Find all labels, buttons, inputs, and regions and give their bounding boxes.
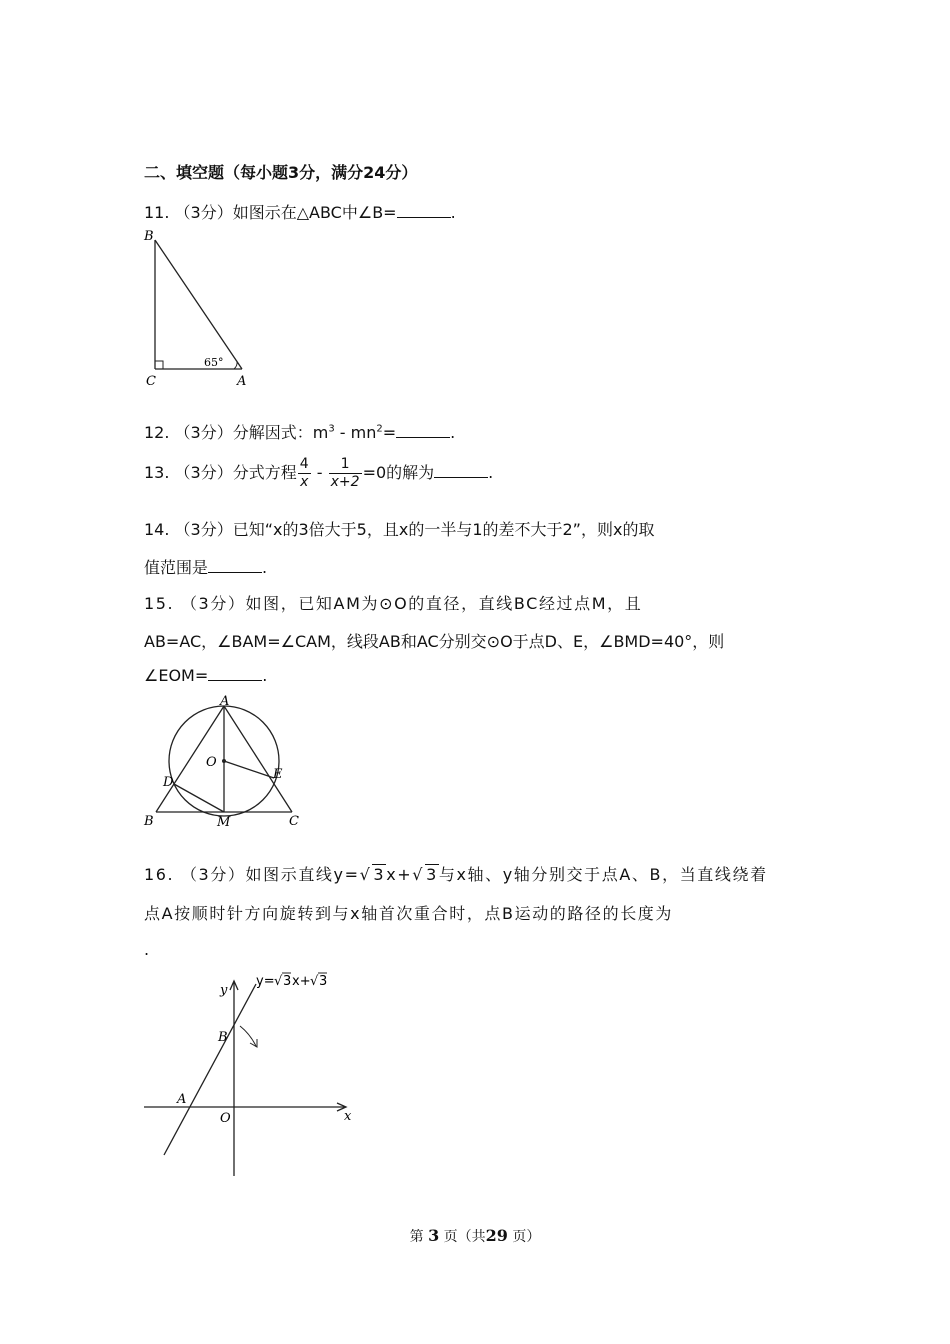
q13-fraction-2	[329, 456, 362, 491]
segment-dm	[174, 784, 224, 812]
q13-minus: -	[311, 463, 328, 482]
q16-text-e: .	[144, 940, 150, 959]
right-angle-mark	[155, 361, 163, 369]
question-13	[144, 456, 493, 491]
center-point	[222, 759, 226, 763]
q11-text: 如图示在△ABC中∠B=	[232, 203, 397, 222]
q12-text-a: 分解因式：m	[232, 423, 329, 442]
question-16-line-3	[144, 940, 149, 959]
q15-blank	[208, 666, 262, 681]
figure-16-axes	[140, 966, 360, 1180]
q16-radicand-1: 3	[373, 865, 386, 884]
label-o: O	[220, 1111, 231, 1126]
q15-number: 15.	[144, 594, 175, 613]
question-11	[144, 200, 456, 223]
q15-end: .	[262, 666, 268, 685]
eq-root-sign-1: √	[274, 974, 283, 989]
q11-number: 11.	[144, 203, 170, 222]
label-d: D	[163, 775, 174, 790]
frac2-numerator: 1	[329, 456, 362, 474]
page-footer	[0, 1226, 950, 1246]
frac1-denominator: x	[300, 474, 309, 490]
label-a: A	[177, 1092, 187, 1107]
side-ab	[155, 240, 242, 369]
figure-15-circle	[140, 694, 310, 832]
rotation-arrow	[240, 1026, 256, 1046]
q14-end: .	[262, 558, 268, 577]
q15-text-a: 如图，已知AM为⊙O的直径，直线BC经过点M，且	[245, 594, 643, 613]
q15-text-c: ∠EOM=	[144, 666, 209, 685]
label-x: x	[344, 1109, 352, 1124]
q13-text-b: =0的解为	[362, 463, 435, 482]
q12-text-b: - mn	[334, 423, 377, 442]
q12-number: 12.	[144, 423, 170, 442]
q16-text-b: x+	[386, 865, 413, 884]
label-c: C	[146, 374, 156, 389]
label-y: y	[220, 983, 228, 998]
figure-11-triangle	[140, 226, 260, 392]
label-e: E	[273, 767, 283, 782]
q14-blank	[208, 558, 262, 573]
question-14	[144, 517, 654, 540]
q14-text-b: 值范围是	[144, 558, 209, 577]
q16-text-c: 与x轴、y轴分别交于点A、B，当直线绕着	[438, 865, 768, 884]
footer-middle: 页（共	[443, 1229, 486, 1245]
footer-suffix: 页）	[512, 1229, 541, 1245]
q15-text-b: AB=AC，∠BAM=∠CAM，线段AB和AC分别交⊙O于点D、E，∠BMD=40°，则	[144, 632, 725, 651]
eq-root-sign-2: √	[310, 974, 319, 989]
total-pages: 29	[485, 1226, 508, 1245]
label-o: O	[206, 755, 217, 770]
angle-65-label: 65°	[204, 356, 224, 369]
q12-blank	[396, 423, 450, 438]
eq-part-b: x+	[292, 974, 311, 989]
label-a: A	[237, 374, 247, 389]
label-b: B	[144, 229, 154, 244]
page-number: 3	[428, 1226, 440, 1245]
label-a: A	[220, 694, 230, 709]
question-16-line-2	[144, 901, 673, 924]
question-15	[144, 591, 642, 614]
frac2-denominator: x+2	[330, 474, 360, 490]
line-y-sqrt3x	[164, 984, 256, 1155]
segment-ac	[224, 706, 292, 812]
segment-oe	[224, 761, 274, 778]
question-12	[144, 420, 455, 443]
frac1-numerator: 4	[299, 456, 309, 472]
q16-radicand-2: 3	[426, 865, 438, 884]
q12-score: （3分）	[174, 423, 233, 442]
q13-text-a: 分式方程	[232, 463, 297, 482]
q12-end: .	[450, 423, 456, 442]
q11-score: （3分）	[174, 203, 233, 222]
q13-score: （3分）	[174, 463, 233, 482]
q13-fraction-1	[298, 456, 311, 491]
question-15-line-2	[144, 629, 724, 652]
label-c: C	[289, 814, 299, 829]
q15-score: （3分）	[180, 594, 246, 613]
footer-prefix: 第	[409, 1229, 424, 1245]
angle-arc	[234, 361, 237, 369]
q14-score: （3分）	[174, 520, 233, 539]
eq-radicand-2: 3	[319, 974, 328, 989]
q12-text-c: =	[382, 423, 397, 442]
eq-part-a: y=	[256, 974, 275, 989]
q14-text-a: 已知“x的3倍大于5，且x的一半与1的差不大于2”，则x的取	[232, 520, 655, 539]
question-14-line-2	[144, 555, 267, 578]
question-15-line-3	[144, 666, 267, 685]
q13-end: .	[488, 463, 494, 482]
q16-text-d: 点A按顺时针方向旋转到与x轴首次重合时，点B运动的路径的长度为	[144, 904, 673, 923]
q16-score: （3分）	[180, 865, 246, 884]
label-m: M	[217, 815, 231, 830]
q12-exponent-2: 2	[376, 423, 383, 435]
q12-exponent-3: 3	[328, 423, 335, 435]
q14-number: 14.	[144, 520, 170, 539]
label-b: B	[218, 1030, 228, 1045]
line-equation-label	[256, 973, 327, 989]
q11-blank	[397, 203, 451, 218]
q16-number: 16.	[144, 865, 175, 884]
section-title: 二、填空题（每小题3分，满分24分）	[144, 163, 418, 182]
question-16: 16. （3分）如图示直线y=√ 3x+√ 3与x轴、y轴分别交于点A、B，当直线绕着	[144, 865, 768, 884]
q16-text-a: 如图示直线y=	[245, 865, 360, 884]
eq-radicand-1: 3	[283, 974, 292, 989]
q13-number: 13.	[144, 463, 170, 482]
q11-end: .	[450, 203, 456, 222]
label-b: B	[144, 814, 154, 829]
q13-blank	[434, 463, 488, 478]
